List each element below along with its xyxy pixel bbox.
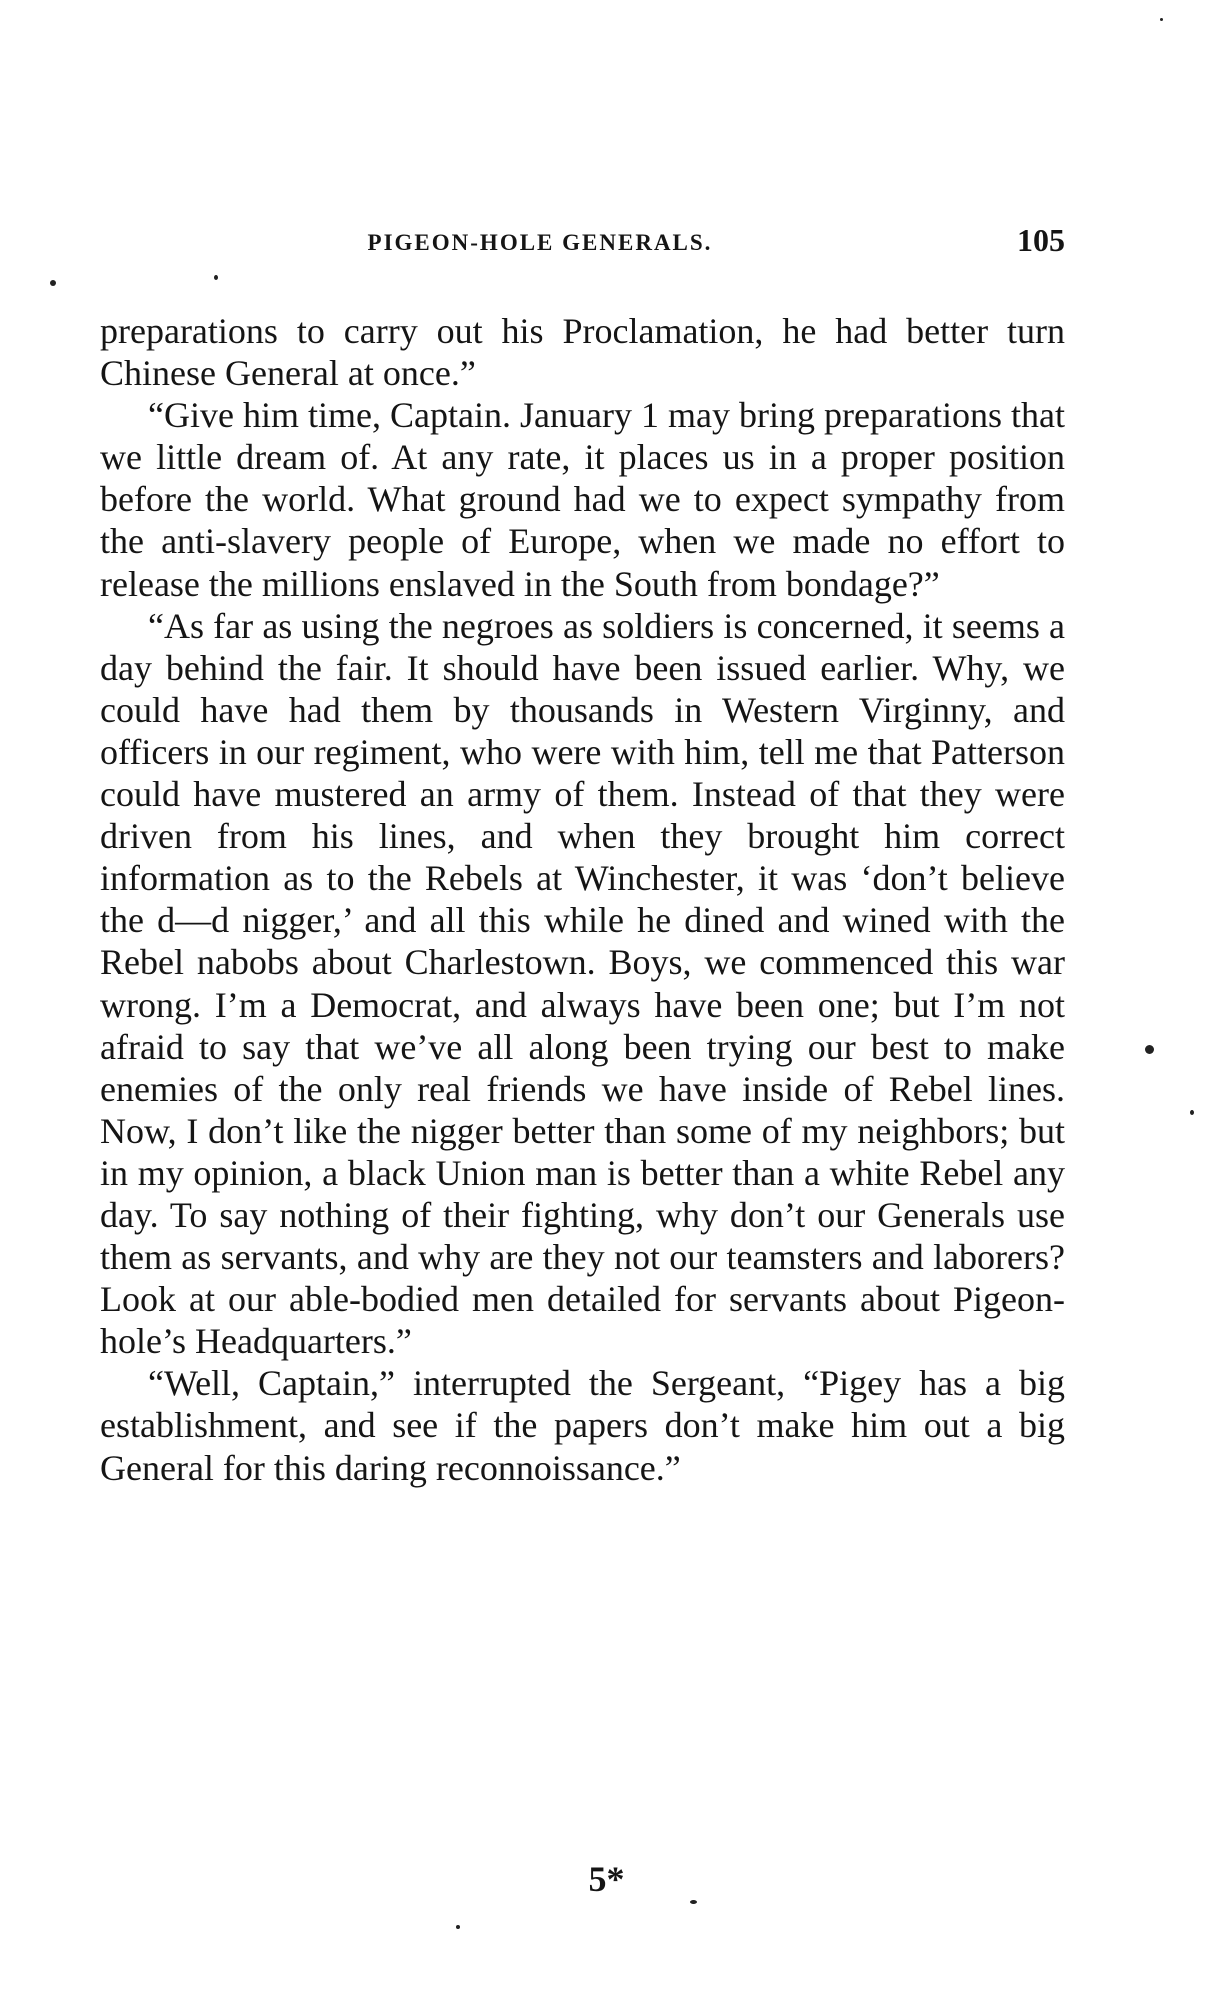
signature-mark: 5* (588, 1859, 625, 1899)
paragraph-continuation: preparations to carry out his Proclamation, he had better turn Chinese General at once.” (100, 311, 1065, 394)
page-number: 105 (1017, 222, 1065, 258)
scan-speck (1190, 1110, 1194, 1115)
scan-speck (214, 275, 218, 280)
scan-speck (456, 1925, 460, 1929)
running-head (100, 222, 1065, 262)
paragraph: “Give him time, Captain. January 1 may bring preparations that we little dream of. At any rate, it places us in a proper position before the world. What ground had we to expect sympathy from the anti-slavery people of Europe, when we made no effort to release the millions enslaved in the South from bondage?” (100, 395, 1065, 604)
scan-speck (50, 280, 56, 286)
paragraph: “As far as using the negroes as soldiers is concerned, it seems a day behind the fair. It should have been issued earlier. Why, we could have had them by thousands in Western Virginny, and officers in our regiment, who were with him, tell me that Patterson could have mustered an army of them. Instead of that they were driven from his lines, and when they brought him correct information as to the Rebels at Winchester, it was ‘don’t believe the d—d nigger,’ and all this while he dined and wined with the Rebel nabobs about Charlestown. Boys, we commenced this war wrong. I’m a Democrat, and always have been one; but I’m not afraid to say that we’ve all along been trying our best to make enemies of the only real friends we have inside of Rebel lines. Now, I don’t like the nigger better than some of my neighbors; but in my opinion, a black Union man is better than a white Rebel any day. To say nothing of their fighting, why don’t our Generals use them as servants, and why are they not our teamsters and laborers? Look at our able-bodied men detailed for servants about Pigeon-hole’s Headquarters.” (100, 605, 1065, 1362)
scan-speck (690, 1900, 697, 1904)
body-text (100, 310, 1065, 1489)
running-title: PIGEON-HOLE GENERALS. (367, 230, 713, 255)
scan-speck (1160, 18, 1163, 21)
scan-speck (1145, 1045, 1154, 1054)
paragraph: “Well, Captain,” interrupted the Sergeant, “Pigey has a big establishment, and see if the papers don’t make him out a big General for this daring reconnoissance.” (100, 1363, 1065, 1488)
